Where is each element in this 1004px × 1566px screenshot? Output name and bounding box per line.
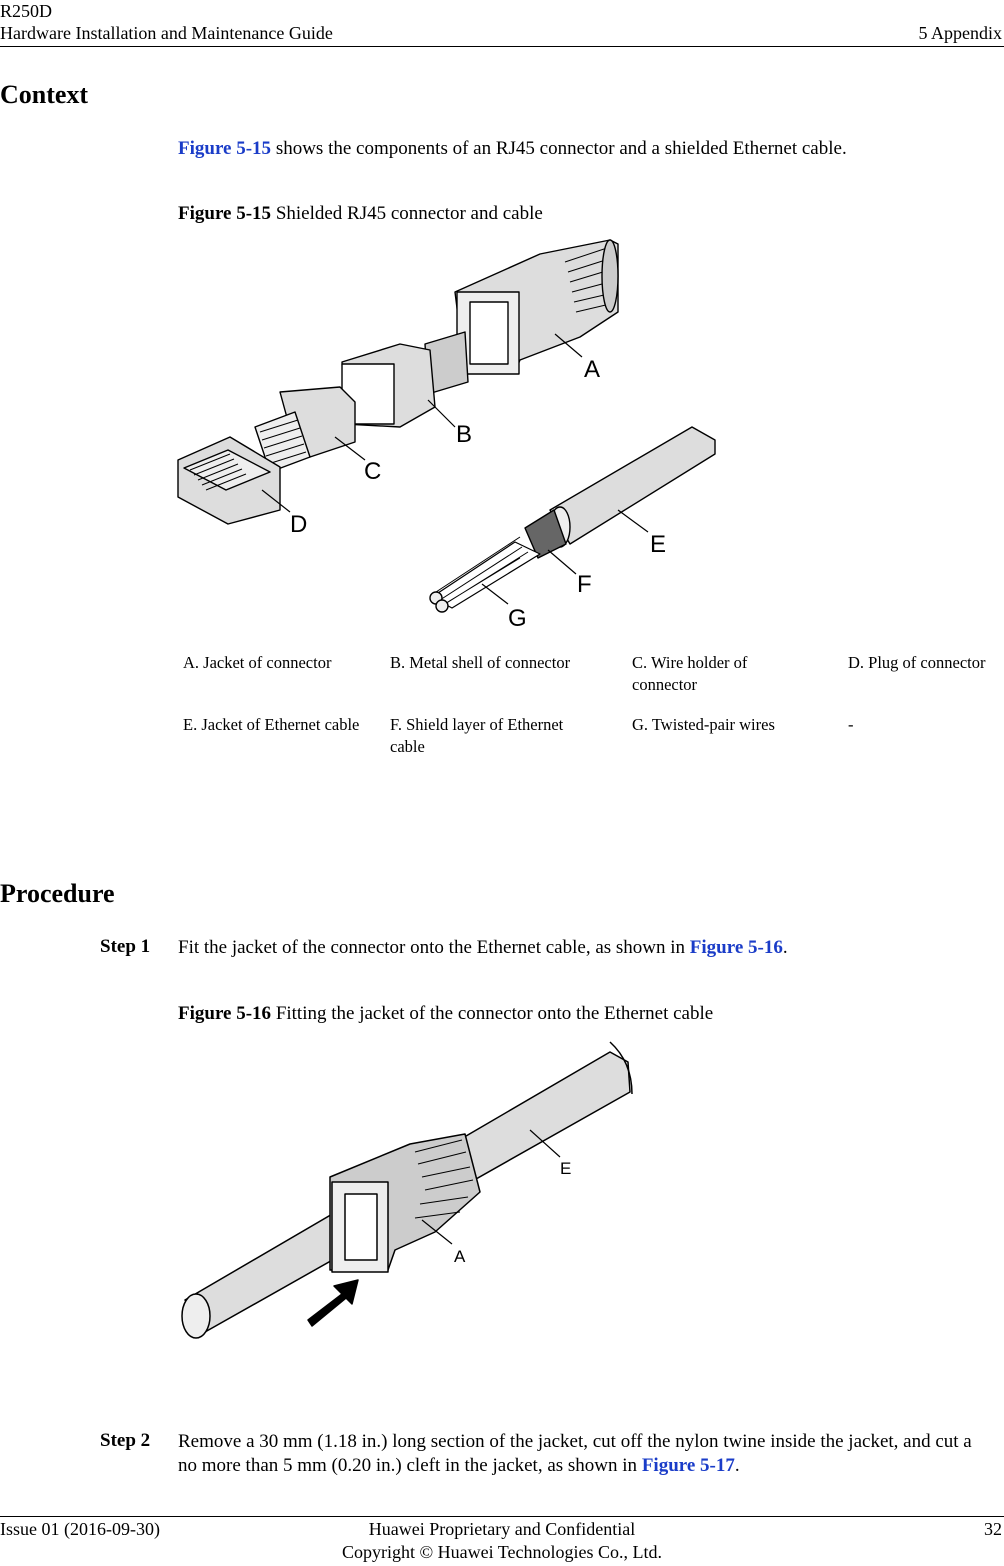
callout-a: A (584, 356, 601, 383)
metal-shell-part (342, 332, 468, 427)
ethernet-cable-part (430, 427, 715, 612)
context-paragraph (178, 137, 847, 161)
figure-5-15-illustration (170, 232, 730, 632)
footer-rule (0, 1516, 1004, 1517)
figure-5-15-number: Figure 5-15 (178, 203, 272, 224)
footer-page-number: 32 (984, 1519, 1002, 1539)
step-1-text: Fit the jacket of the connector onto the Ethernet cable, as shown in Figure 5-16. (178, 937, 788, 958)
header-product: R250D (0, 1, 53, 21)
legend-item: - (848, 715, 854, 734)
insert-direction-arrow (308, 1280, 358, 1326)
figure-5-16-illustration (170, 1032, 640, 1342)
legend-item: D. Plug of connector (848, 653, 986, 672)
figure-5-16-number: Figure 5-16 (178, 1003, 272, 1024)
wire-holder-part (255, 387, 355, 472)
step-1-label: Step 1 (100, 936, 151, 957)
context-paragraph-text: shows the components of an RJ45 connector and a shielded Ethernet cable. (271, 138, 847, 159)
callout-a: A (454, 1247, 466, 1266)
footer-confidential: Huawei Proprietary and Confidential (368, 1519, 636, 1539)
footer-copyright: Copyright © Huawei Technologies Co., Ltd. (341, 1542, 663, 1562)
callout-b: B (456, 421, 473, 448)
header-doc-title: Hardware Installation and Maintenance Guide (0, 23, 333, 43)
step-2-text: Remove a 30 mm (1.18 in.) long section of the jacket, cut off the nylon twine inside the jacket, and cut a no more than 5 mm (0.20 in.) cleft in the jacket, as shown in Figure 5-17. (178, 1431, 972, 1476)
callout-e: E (650, 531, 667, 558)
legend-item: F. Shield layer of Ethernet cable (390, 715, 564, 756)
figure-5-15-link[interactable]: Figure 5-15 (178, 138, 272, 159)
section-heading-procedure: Procedure (0, 879, 115, 908)
callout-g: G (508, 605, 527, 632)
callout-c: C (364, 458, 382, 485)
figure-5-15-caption (178, 202, 543, 226)
figure-5-15-title: Shielded RJ45 connector and cable (271, 203, 543, 224)
callout-d: D (290, 511, 308, 538)
header-chapter: 5 Appendix (918, 23, 1002, 43)
legend-item: C. Wire holder of connector (632, 653, 748, 694)
step-2-label: Step 2 (100, 1430, 151, 1451)
figure-5-16-caption (178, 1002, 713, 1026)
callout-e: E (560, 1159, 572, 1178)
legend-item: A. Jacket of connector (183, 653, 332, 672)
legend-item: B. Metal shell of connector (390, 653, 571, 672)
connector-jacket-part (455, 240, 618, 374)
header-rule (0, 46, 1004, 47)
legend-item: E. Jacket of Ethernet cable (183, 715, 360, 734)
callout-f: F (577, 571, 592, 598)
figure-5-16-title: Fitting the jacket of the connector onto the Ethernet cable (271, 1003, 714, 1024)
section-heading-context: Context (0, 80, 89, 109)
legend-item: G. Twisted-pair wires (632, 715, 775, 734)
figure-5-16-link[interactable]: Figure 5-16 (689, 937, 783, 958)
footer-issue: Issue 01 (2016-09-30) (0, 1519, 160, 1539)
figure-5-17-link[interactable]: Figure 5-17 (641, 1455, 735, 1476)
